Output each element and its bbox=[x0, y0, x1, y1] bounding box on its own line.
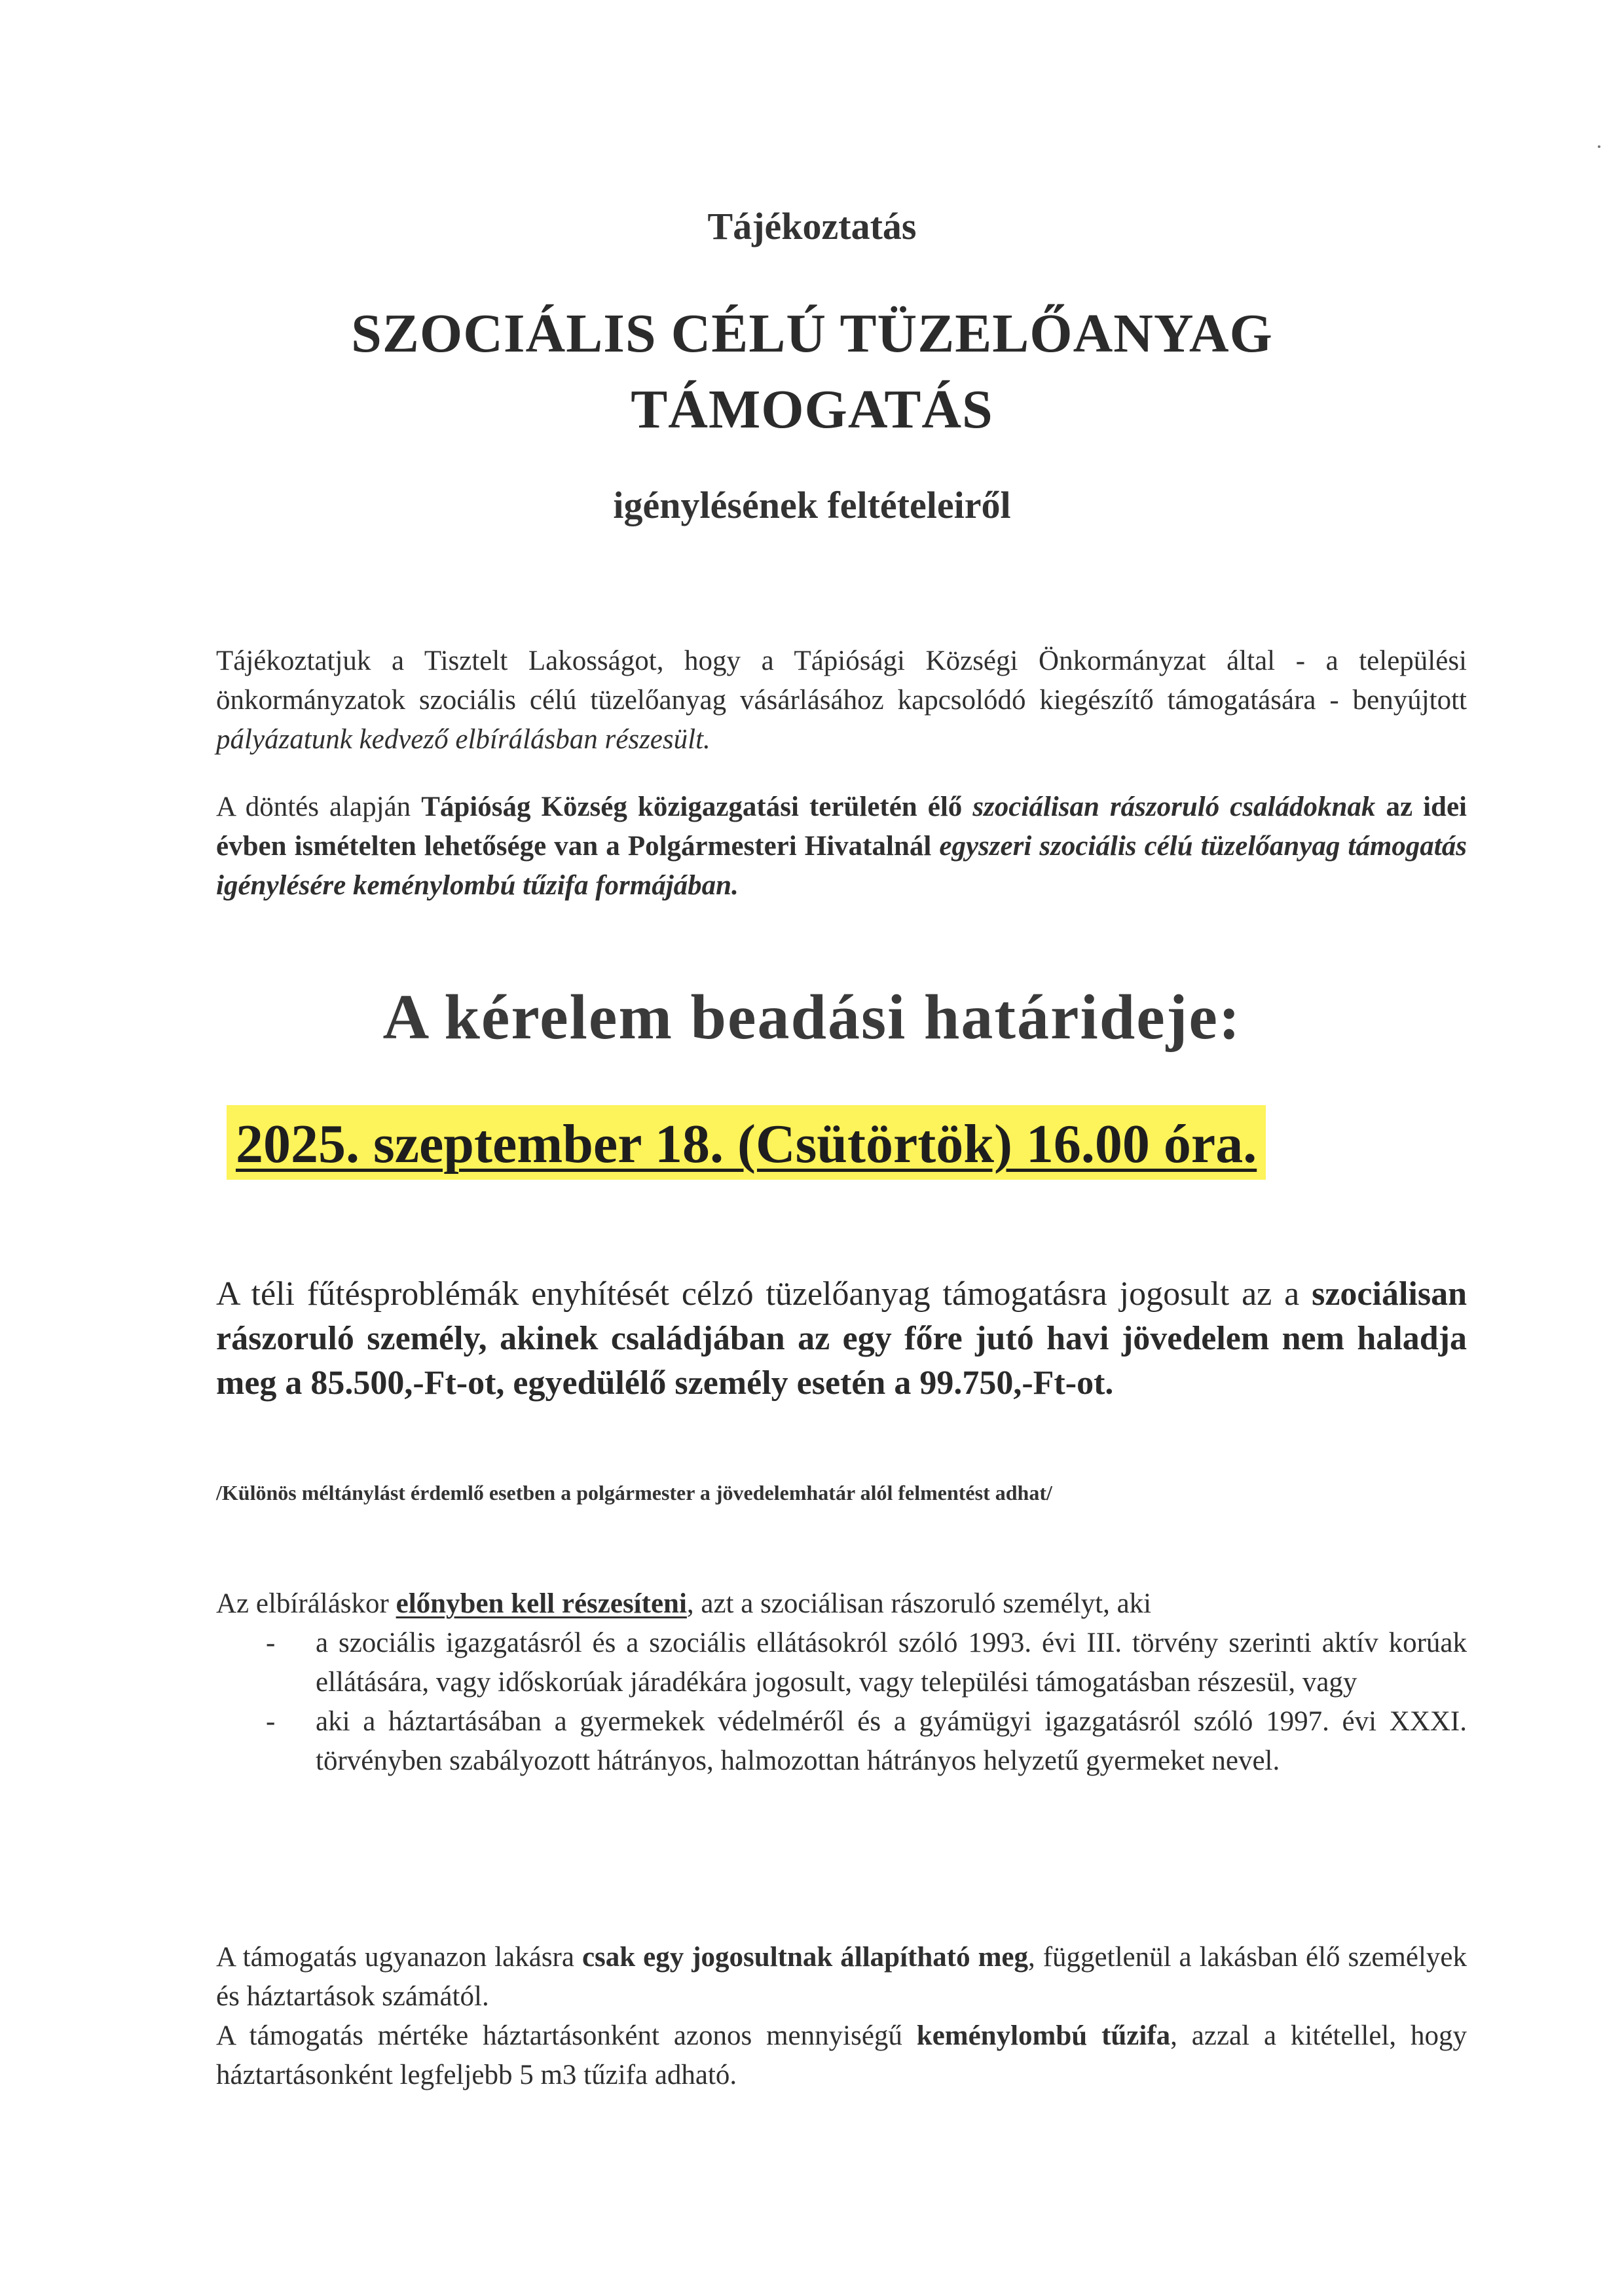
scan-speck bbox=[1598, 145, 1600, 148]
limits-text-3: A támogatás mértéke háztartásonként azonos mennyiségű bbox=[216, 2020, 917, 2051]
document-subtitle: igénylésének feltételeiről bbox=[613, 484, 1011, 526]
list-item bbox=[216, 1702, 1467, 1781]
priority-text-2: , azt a szociálisan rászoruló személyt, aki bbox=[686, 1588, 1152, 1619]
eligibility-income-limit: szociálisan rászoruló személy, akinek családjában az egy főre jutó havi jövedelem nem haladja meg a 85.500,-Ft-ot, egyedülélő személy esetén a 99.750,-Ft-ot. bbox=[216, 1275, 1467, 1402]
decision-target-group: szociálisan rászoruló családoknak bbox=[972, 792, 1376, 822]
decision-text-1: A döntés alapján bbox=[216, 792, 422, 822]
limits-text-1: A támogatás ugyanazon lakásra bbox=[216, 1942, 582, 1973]
intro-paragraph bbox=[216, 642, 1467, 759]
limits-paragraph bbox=[216, 1938, 1467, 2095]
list-item bbox=[216, 1624, 1467, 1702]
limits-one-beneficiary: csak egy jogosultnak állapítható meg bbox=[581, 1942, 1028, 1973]
priority-list bbox=[216, 1624, 1467, 1781]
decision-text-2: az idei évben ismételten lehetősége van a Polgármesteri Hivatalnál bbox=[216, 792, 1467, 862]
decision-support-type: egyszeri szociális célú tüzelőanyag támogatás igénylésére keménylombú tűzifa formájában. bbox=[216, 831, 1467, 901]
title-line-2: TÁMOGATÁS bbox=[631, 379, 993, 440]
list-item-text: aki a háztartásában a gyermekek védelméről és a gyámügyi igazgatásról szóló 1997. évi XXXI. törvényben szabályozott hátrányos, halmozottan hátrányos helyzetű gyermeket nevel. bbox=[316, 1706, 1467, 1776]
priority-text-1: Az elbíráláskor bbox=[216, 1588, 396, 1619]
bullet-dash: - bbox=[266, 1706, 276, 1737]
limits-firewood-type: keménylombú tűzifa bbox=[916, 2020, 1171, 2051]
document-kicker: Tájékoztatás bbox=[707, 205, 917, 247]
eligibility-paragraph bbox=[216, 1272, 1467, 1406]
intro-text: Tájékoztatjuk a Tisztelt Lakosságot, hogy a Tápiósági Községi Önkormányzat által - a települési önkormányzatok szociális célú tüzelőanyag vásárlásához kapcsolódó kiegészítő támogatására - benyújtott bbox=[216, 646, 1467, 716]
exemption-note: /Különös méltánylást érdemlő esetben a polgármester a jövedelemhatár alól felmentést adhat/ bbox=[216, 1481, 1052, 1504]
intro-italic-text: pályázatunk kedvező elbírálásban részesült. bbox=[216, 724, 710, 755]
document-title bbox=[0, 296, 1624, 448]
decision-paragraph bbox=[216, 788, 1467, 905]
priority-paragraph bbox=[216, 1584, 1467, 1624]
limits-text-2: , függetlenül a lakásban élő személyek és háztartások számától. bbox=[216, 1942, 1467, 2012]
deadline-date: 2025. szeptember 18. (Csütörtök) 16.00 óra. bbox=[227, 1105, 1266, 1180]
priority-emphasis: előnyben kell részesíteni bbox=[396, 1588, 687, 1619]
eligibility-text: A téli fűtésproblémák enyhítését célzó tüzelőanyag támogatásra jogosult az a bbox=[216, 1275, 1312, 1313]
deadline-heading: A kérelem beadási határideje: bbox=[382, 982, 1242, 1053]
bullet-dash: - bbox=[266, 1628, 276, 1658]
decision-area: Tápióság Község közigazgatási területén élő bbox=[421, 792, 973, 822]
title-line-1: SZOCIÁLIS CÉLÚ TÜZELŐANYAG bbox=[351, 303, 1273, 364]
list-item-text: a szociális igazgatásról és a szociális ellátásokról szóló 1993. évi III. törvény szerinti aktív korúak ellátására, vagy időskorúak járadékára jogosult, vagy települési támogatásban részesül, vagy bbox=[316, 1628, 1467, 1698]
limits-text-4: , azzal a kitétellel, hogy háztartásonként legfeljebb 5 m3 tűzifa adható. bbox=[216, 2020, 1467, 2090]
